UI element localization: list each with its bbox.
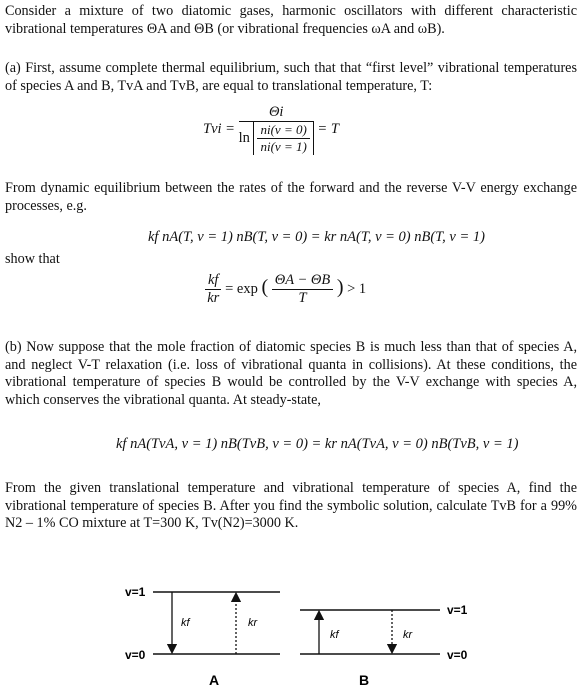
b-caption: B <box>359 672 370 688</box>
eq1-denominator <box>239 122 314 155</box>
exp-denominator: T <box>298 290 307 306</box>
exp-numerator: ΘA − ΘB <box>272 272 333 290</box>
kr-denominator: kr <box>207 290 220 306</box>
eq1-numerator: Θi <box>239 104 314 122</box>
eq1-rhs: = T <box>317 120 339 137</box>
intro-paragraph: Consider a mixture of two diatomic gases, harmonic oscillators with different characteristic vibrational temperatures ΘA and ΘB (or vibrational frequencies ωA and ωB). <box>5 3 577 37</box>
a-lower-label: v=0 <box>125 648 146 662</box>
steady-state-equation: kf nA(TvA, v = 1) nB(TvB, v = 0) = kr nA(TvA, v = 0) nB(TvB, v = 1) <box>116 436 519 452</box>
diagram-a <box>125 585 280 688</box>
a-upper-label: v=1 <box>125 585 146 599</box>
show-that-text: show that <box>5 251 60 267</box>
exp-label: = exp <box>225 280 258 297</box>
eq1-inner-num: ni(v = 0) <box>257 122 309 139</box>
energy-level-diagram <box>0 575 586 693</box>
part-a-paragraph: (a) First, assume complete thermal equilibrium, such that that “first level” vibrational temperatures of species A and B, TvA and TvB, are equal to translational temperature, T: <box>5 60 577 94</box>
dynamic-equilibrium-paragraph: From dynamic equilibrium between the rates of the forward and the reverse V-V energy exchange processes, e.g. <box>5 180 577 214</box>
part-b-paragraph: (b) Now suppose that the mole fraction of diatomic species B is much less than that of species A, and neglect V-T relaxation (i.e. loss of vibrational quanta in collisions). At these conditions, the vibrational temperature of species B would be controlled by the V-V exchange with species A, which conserves the vibrational quanta. At steady-state, <box>5 339 577 408</box>
vibrational-temperature-equation <box>203 104 339 155</box>
eq1-lhs: Tvi = <box>203 120 235 137</box>
a-caption: A <box>209 672 220 688</box>
exp-tail: > 1 <box>347 280 367 297</box>
b-kf-label: kf <box>330 629 339 641</box>
ln-label: ln <box>238 129 250 146</box>
b-lower-label: v=0 <box>447 648 468 662</box>
b-upper-label: v=1 <box>447 603 468 617</box>
a-kr-label: kr <box>248 617 258 629</box>
eq1-inner-den: ni(v = 1) <box>260 139 307 154</box>
rate-ratio-equation: $\frac{kf}{kr}$ = exp ( $\frac{\Theta A - \Theta B}{T}$ ) > 1 <box>205 272 366 307</box>
b-kr-label: kr <box>403 629 413 641</box>
diagram-b <box>300 603 468 688</box>
eq1-fraction <box>239 104 314 155</box>
kf-kr-fraction <box>205 272 221 307</box>
exp-fraction <box>272 272 333 307</box>
kf-numerator: kf <box>205 272 221 290</box>
eq1-inner-fraction <box>253 122 313 155</box>
task-paragraph: From the given translational temperature and vibrational temperature of species A, find the vibrational temperature of species B. After you find the symbolic solution, calculate TvB for a 99% N2 – 1% CO mixture at T=300 K, Tv(N2)=3000 K. <box>5 480 577 531</box>
a-kf-label: kf <box>181 617 190 629</box>
vv-exchange-equation: kf nA(T, v = 1) nB(T, v = 0) = kr nA(T, v = 0) nB(T, v = 1) <box>148 229 485 245</box>
